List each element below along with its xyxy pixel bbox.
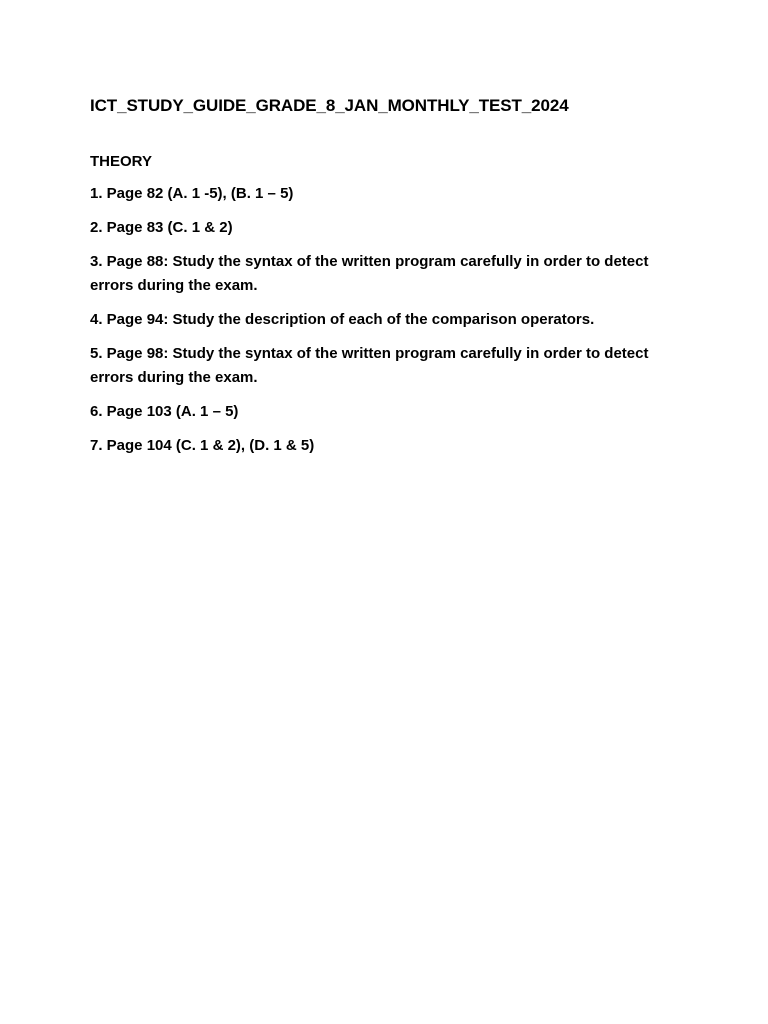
study-item-4: 4. Page 94: Study the description of each of the comparison operators.: [90, 311, 595, 328]
study-item-7: 7. Page 104 (C. 1 & 2), (D. 1 & 5): [90, 437, 315, 454]
document-page: [90, 95, 680, 458]
study-item-1: 1. Page 82 (A. 1 -5), (B. 1 – 5): [90, 185, 294, 202]
study-item-2: 2. Page 83 (C. 1 & 2): [90, 219, 233, 236]
study-item-6: 6. Page 103 (A. 1 – 5): [90, 403, 239, 420]
study-item-3: 3. Page 88: Study the syntax of the written program carefully in order to detect errors during the exam.: [90, 253, 649, 294]
section-heading-theory: THEORY: [90, 153, 152, 170]
study-items-list: [90, 182, 680, 458]
study-item-5: 5. Page 98: Study the syntax of the written program carefully in order to detect errors during the exam.: [90, 345, 649, 386]
document-title: ICT_STUDY_GUIDE_GRADE_8_JAN_MONTHLY_TEST_2024: [90, 96, 569, 115]
